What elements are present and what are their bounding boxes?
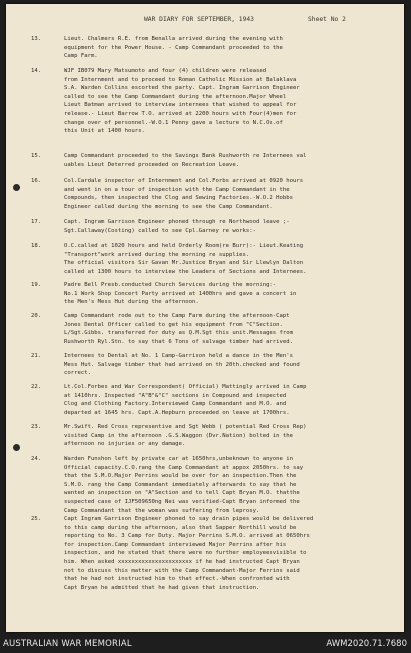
punch-hole [13, 444, 20, 451]
entry-date: 16. [31, 178, 42, 184]
entry-text: O.C.called at 1020 hours and held Orderly Room(re Burr):- Lieut.Keating "Transport"work arrived during the morning re supplies. The official visitors Sir Gavan Mr.Justice Bryan and Sir Llewlyn Dalton called at 1300 hours to interview the Leaders of Sections and Internees. [64, 243, 307, 275]
entry-date: 21. [31, 353, 42, 359]
archive-footer [0, 635, 411, 653]
page-header [6, 16, 404, 28]
entry-text: Internees to Dental at No. 1 Camp-Garrison held a dance in the Men's Mess Hut. Salvage timber that had arrived on th 20th.checked and found correct. [64, 353, 300, 377]
entry-date: 23. [31, 424, 42, 430]
entry-date: 13. [31, 36, 42, 42]
entry-date: 15. [31, 153, 42, 159]
entry-date: 24. [31, 456, 42, 462]
diary-page [6, 4, 404, 632]
entry-text: Warden Funshon left by private car at 1650hrs,unbeknown to anyone in Official capacity.C.O.rang the Camp Commandant at appox 2050hrs. to say that the S.M.O.Major Perrins would be over for an inspection.Then the S.M.O. rang the Camp Commandant immediately afterwards to say that he wanted an inspection on "A"Section and to tell Capt Bryan M.O. thatthe suspected case of IJF509650ng Nei was verified-Capt Bryan informed the Camp Commandant that the woman was suffering from leprosy. [64, 456, 304, 514]
entry-date: 17. [31, 219, 42, 225]
entry-date: 18. [31, 243, 42, 249]
archive-name: AUSTRALIAN WAR MEMORIAL [3, 639, 132, 649]
entry-text: Lieut. Chalmers R.E. from Benalla arrived during the evening with equipment for the Power House. - Camp Commandant proceeded to the Camp Farm. [64, 36, 283, 60]
entry-text: Capt. Ingram Garrison Engineer phoned through re Northwood leave ;- Sgt.Callaway(Costing) called to see Cpl.Garney re works:- [64, 219, 290, 234]
entry-text: Col.Cardale inspector of Internment and Col.Forbs arrived at 0920 hours and went in on a tour of inspection with the Camp Commandant in the Compounds, then inspected the Clog and Sewing Factories.-W.O.2 Hobbs Engineer called during the morning to see the Camp Commandant. [64, 178, 304, 210]
entry-text: Camp Commandant proceeded to the Savings Bank Rushworth re Internees val uables Lieut Deterred proceeded on Recreation Leave. [64, 153, 307, 168]
entry-text: Mr.Swift. Red Cross representive and Sgt Webb ( potential Red Cross Rep) visited Camp in the afternoon .G.S.Waggon (Dvr.Nation) bolted in the afternoon no injuries or any damage. [64, 424, 307, 448]
diary-title: WAR DIARY FOR SEPTEMBER, 1943 [144, 16, 254, 23]
entry-text: Capt Ingram Garrison Engineer phoned to say drain pipes would be delivered to this camp during the afternoon, also that Sapper Northill would be reporting to No. 3 Camp for Duty. Major Perrins S.M.O. arrived at 0650hrs for inspection.Camp Commandant interviewed Major Perrins after his inspection, and he stated that there were no further employeesvisible to him. When asked xxxxxxxxxxxxxxxxxxxxxx if he had instructed Capt Bryan not to discuss this matter with the Camp Commandant-Major Ferrins said that he had not instructed him to that effect.-When confronted with Capt Bryan he admitted that he had given that instruction. [64, 516, 314, 591]
entry-date: 22. [31, 384, 42, 390]
entry-date: 14. [31, 68, 42, 74]
entry-text: WJF IB079 Mary Matsumoto and four (4) children were released from Internment and to proceed to Roman Catholic Mission at Balaklava S.A. Warden Collins escorted the party. Capt. Ingram Garrison Engineer called to see the Camp Commandant during the afternoon.Major Wheel Lieut Batman arrived to interview internees that wished to appeal for release.- Lieut Barrow T.O. arrived at 2200 hours with Four(4)men for change over of personnel.-W.O.1 Penny gave a lecture to N.C.Os.of this Unit at 1400 hours. [64, 68, 300, 135]
entry-date: 20. [31, 313, 42, 319]
entry-date: 25. [31, 516, 42, 522]
archive-reference: AWM2020.71.7680 [326, 639, 407, 649]
entry-text: Padre Bell Presb.conducted Church Services during the morning:- No.1 Work Shop Concert Party arrived at 1400hrs and gave a concert in the Men's Mess Hut during the afternoon. [64, 282, 297, 306]
entry-text: Camp Commandant rode out to the Camp Farm during the afternoon-Capt Jones Dental Officer called to get his equipment from "C"Section. L/Sgt.Gibbs. transferred for duty as Q.M.Sgt this unit.Messages from Rushworth Ryl.Stn. to say that 6 Tons of salvage timber had arrived. [64, 313, 294, 345]
entry-text: Lt.Col.Forbes and War Correspondent( Official) Mattingly arrived in Camp at 1410hrs. Inspected "A"B"&"C" sections in Compound and inspected Clog and Clothing Factory.Interviewed Camp Commandant and M.O. and departed at 1645 hrs. Capt.A.Hepburn proceeded on leave at 1700hrs. [64, 384, 307, 416]
entry-date: 19. [31, 282, 42, 288]
sheet-number: Sheet No 2 [308, 16, 346, 23]
punch-hole [13, 184, 20, 191]
